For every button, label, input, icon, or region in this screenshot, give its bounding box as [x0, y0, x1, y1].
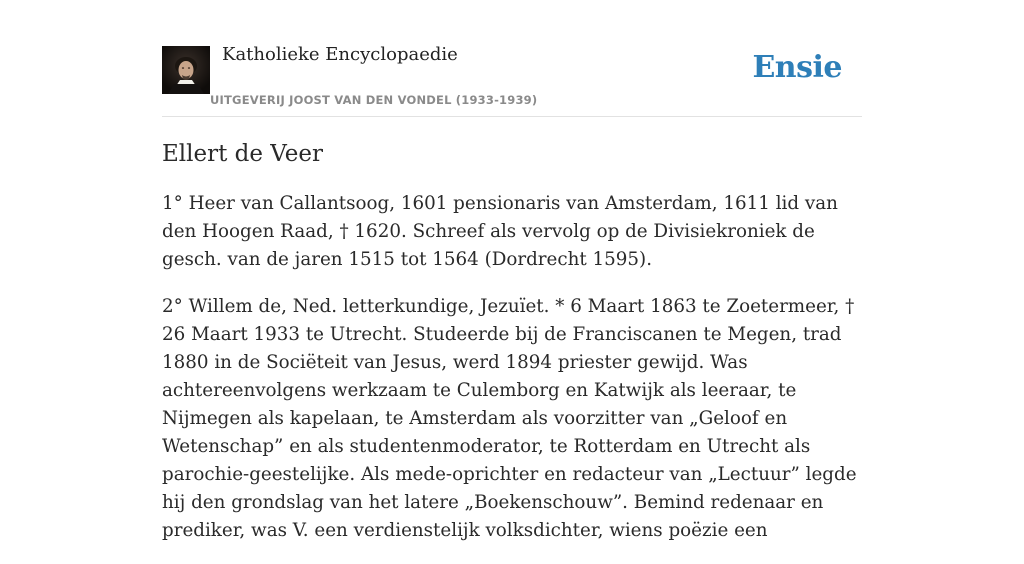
article-paragraph-2: 2° Willem de, Ned. letterkundige, Jezuïet. * 6 Maart 1863 te Zoetermeer, † 26 Maart 1933 te Utrecht. Studeerde bij de Franciscanen te Megen, trad 1880 in de Sociëteit van Jesus, werd 1894 priester gewijd. Was achtereenvolgens werkzaam te Culemborg en Katwijk als leeraar, te Nijmegen als kapelaan, te Amsterdam als voorzitter van „Geloof en Wetenschap” en als studentenmoderator, te Rotterdam en Utrecht als parochie-geestelijke. Als mede-oprichter en redacteur van „Lectuur” legde hij den grondslag van het latere „Boekenschouw”. Bemind redenaar en prediker, was V. een verdienstelijk volksdichter, wiens poëzie een: [162, 296, 857, 541]
publisher-label: UITGEVERIJ JOOST VAN DEN VONDEL (1933-1939): [210, 93, 538, 107]
portrait-image: [162, 46, 210, 94]
article-title: Ellert de Veer: [162, 141, 324, 167]
portrait-avatar-icon[interactable]: [162, 46, 210, 94]
site-title-link[interactable]: Katholieke Encyclopaedie: [222, 44, 458, 65]
site-header: [162, 0, 862, 117]
ensie-brand-link[interactable]: Ensie: [752, 50, 842, 85]
article-content: [162, 138, 862, 564]
article-paragraph-1: 1° Heer van Callantsoog, 1601 pensionaris van Amsterdam, 1611 lid van den Hoogen Raad, † 1620. Schreef als vervolg op de Divisiekroniek de gesch. van de jaren 1515 tot 1564 (Dordrecht 1595).: [162, 193, 838, 270]
